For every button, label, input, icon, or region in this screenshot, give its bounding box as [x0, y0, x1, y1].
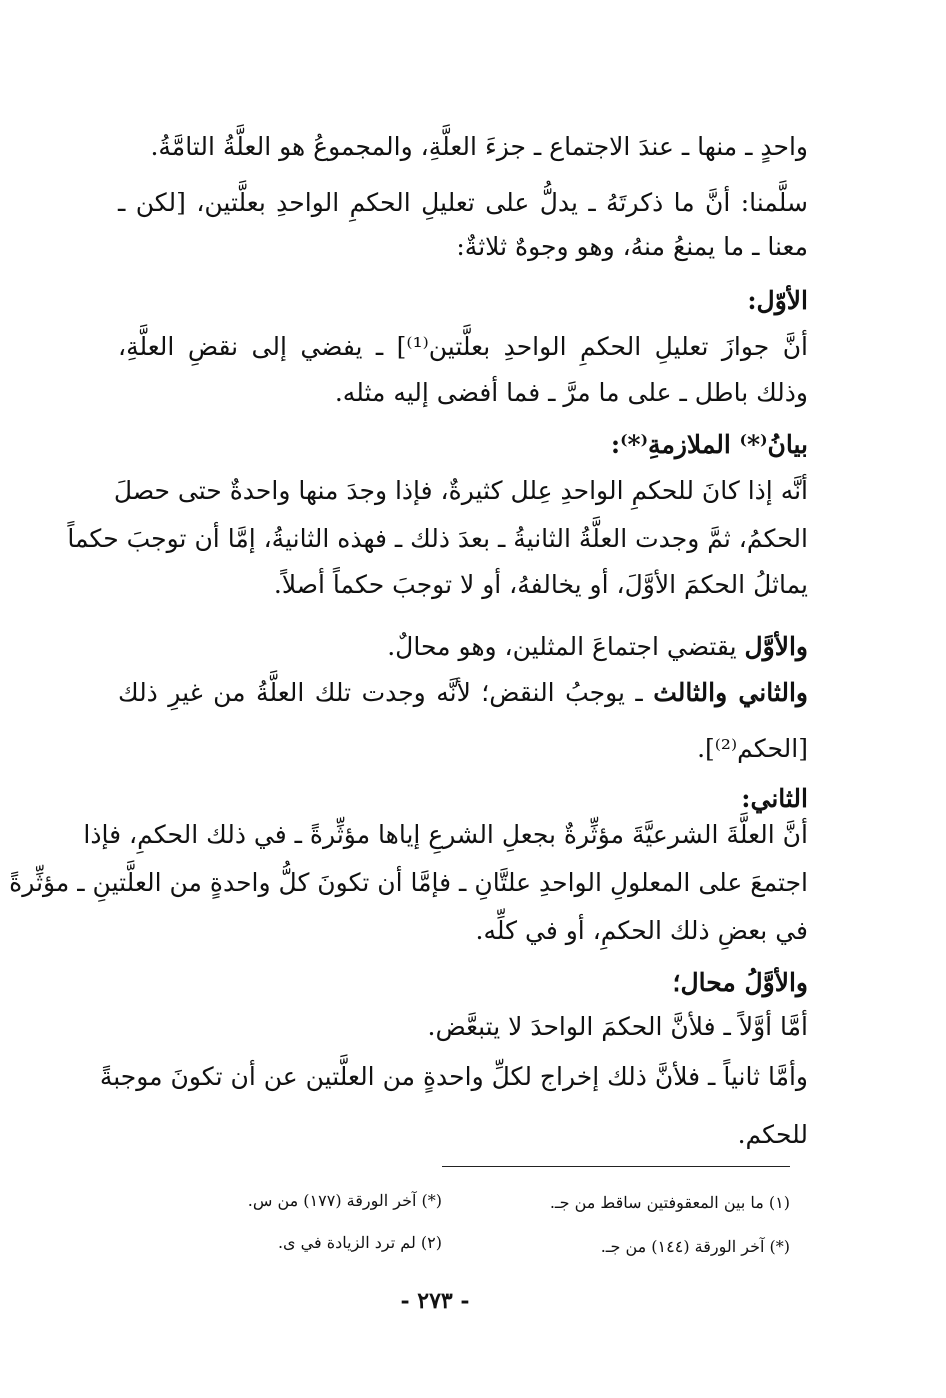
text-line: وذلك باطل ـ على ما مرَّ ـ فما أفضى إليه مثله.: [334, 378, 808, 407]
text-line: الحكمُ، ثمَّ وجدت العلَّةُ الثانيةُ ـ بعدَ ذلك ـ فهذه الثانيةُ، إمَّا أن توجبَ حكماً: [67, 524, 808, 553]
text-line: وأمَّا ثانياً ـ فلأنَّ ذلك إخراج لكلِّ واحدةٍ من العلَّتين عن أن تكونَ موجبةً: [99, 1062, 808, 1091]
text-line: [118, 676, 808, 710]
text-line: سلَّمنا: أنَّ ما ذكرتَهُ ـ يدلُّ على تعليلِ الحكمِ الواحدِ بعلَّتين، [لكن ـ: [118, 188, 808, 217]
text-line: يماثلُ الحكمَ الأوَّلَ، أو يخالفهُ، أو لا توجبَ حكماً أصلاً.: [273, 570, 808, 599]
text-line: أنَّه إذا كانَ للحكمِ الواحدِ عِلل كثيرةٌ، فإذا وجدَ منها واحدةٌ حتى حصلَ: [113, 476, 808, 505]
inline-heading: والثاني والثالث: [653, 678, 808, 707]
footnote: (١) ما بين المعقوفتين ساقط من جـ.: [549, 1193, 790, 1212]
section-heading: الأوّل:: [747, 286, 808, 315]
footnote-divider: [442, 1166, 790, 1167]
section-heading: بيانُ⁽*⁾ الملازمةِ⁽*⁾:: [610, 430, 808, 459]
section-heading: والأوَّلُ محال؛: [672, 968, 808, 997]
text-line: للحكم.: [737, 1120, 808, 1149]
inline-text: يقتضي اجتماعَ المثلين، وهو محالٌ.: [387, 632, 745, 661]
text-line: أنَّ جوازَ تعليلِ الحكمِ الواحدِ بعلَّتين⁽¹⁾] ـ يفضي إلى نقضِ العلَّةِ،: [118, 332, 808, 361]
text-line: [118, 630, 808, 664]
footnote: (*) آخر الورقة (١٧٧) من س.: [247, 1191, 442, 1210]
text-line: [الحكم⁽²⁾].: [697, 734, 808, 763]
text-line: في بعضِ ذلك الحكمِ، أو في كلِّه.: [475, 916, 808, 945]
inline-text: ـ يوجبُ النقض؛ لأنَّه وجدت تلك العلَّةُ من غيرِ ذلك: [118, 678, 654, 707]
text-line: معنا ـ ما يمنعُ منهُ، وهو وجوهٌ ثلاثةٌ:: [456, 232, 808, 261]
text-line: اجتمعَ على المعلولِ الواحدِ علتَّانِ ـ فإمَّا أن تكونَ كلُّ واحدةٍ من العلَّتينِ ـ مؤثِّرةً: [9, 868, 808, 897]
page-number: - ٢٧٣ -: [400, 1288, 470, 1314]
section-heading: الثاني:: [741, 784, 808, 813]
footnote: (*) آخر الورقة (١٤٤) من جـ.: [600, 1237, 790, 1256]
footnote: (٢) لم ترد الزيادة في ى.: [277, 1233, 442, 1252]
inline-heading: والأوَّل: [744, 632, 808, 661]
text-line: واحدٍ ـ منها ـ عندَ الاجتماع ـ جزءَ العلَّةِ، والمجموعُ هو العلَّةُ التامَّةُ.: [150, 132, 808, 161]
text-line: أنَّ العلَّةَ الشرعيَّةَ مؤثِّرةٌ بجعلِ الشرعِ إياها مؤثِّرةً ـ في ذلك الحكمِ، فإذا: [83, 820, 808, 849]
text-line: أمَّا أوَّلاً ـ فلأنَّ الحكمَ الواحدَ لا يتبعَّض.: [427, 1012, 808, 1041]
